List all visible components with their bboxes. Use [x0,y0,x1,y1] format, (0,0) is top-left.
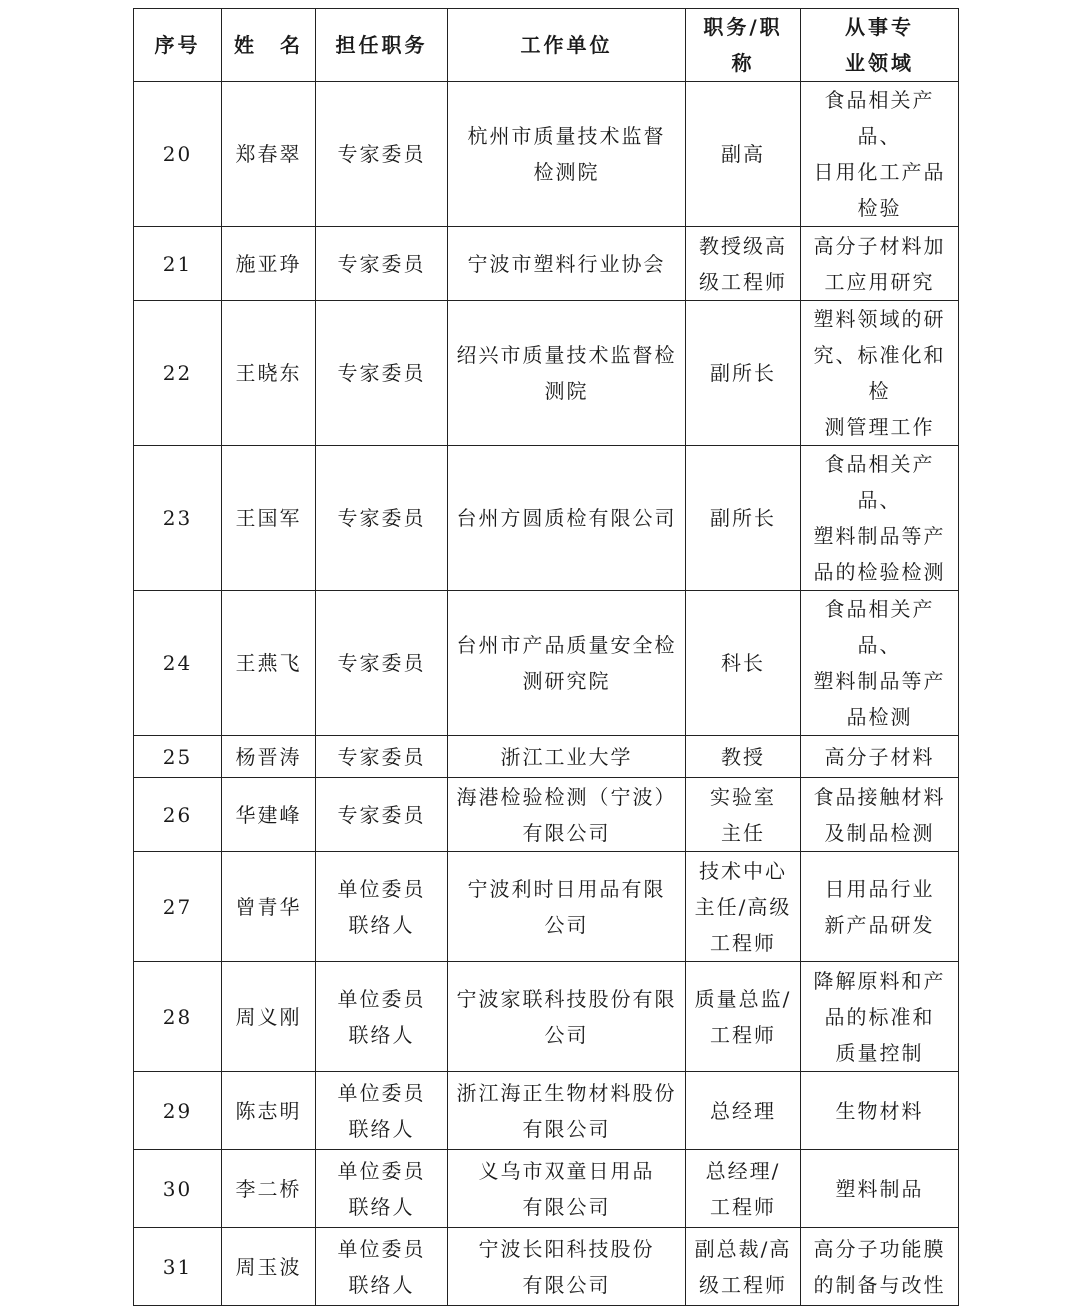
cell-title: 教授 [686,736,801,778]
table-row [134,736,959,778]
cell-title: 质量总监/ 工程师 [686,962,801,1072]
cell-name: 郑春翠 [222,82,316,227]
cell-name: 王国军 [222,446,316,591]
cell-field: 食品相关产品、 日用化工产品 检验 [801,82,959,227]
cell-no: 27 [134,852,222,962]
cell-org: 浙江海正生物材料股份 有限公司 [448,1072,686,1150]
cell-field: 日用品行业 新产品研发 [801,852,959,962]
cell-field: 食品接触材料 及制品检测 [801,778,959,852]
cell-title: 副总裁/高 级工程师 [686,1228,801,1306]
cell-no: 25 [134,736,222,778]
cell-title: 总经理/ 工程师 [686,1150,801,1228]
cell-field: 高分子功能膜 的制备与改性 [801,1228,959,1306]
table-row [134,1072,959,1150]
cell-name: 王晓东 [222,301,316,446]
cell-field: 塑料制品 [801,1150,959,1228]
cell-name: 华建峰 [222,778,316,852]
cell-name: 李二桥 [222,1150,316,1228]
table-row [134,591,959,736]
cell-org: 宁波市塑料行业协会 [448,227,686,301]
cell-field: 塑料领域的研 究、标准化和检 测管理工作 [801,301,959,446]
table-row [134,962,959,1072]
table-row [134,852,959,962]
cell-no: 24 [134,591,222,736]
cell-org: 浙江工业大学 [448,736,686,778]
cell-name: 周玉波 [222,1228,316,1306]
committee-member-table [133,8,959,1306]
cell-role: 单位委员 联络人 [316,962,448,1072]
cell-role: 单位委员 联络人 [316,1150,448,1228]
header-no: 序号 [134,9,222,82]
cell-no: 31 [134,1228,222,1306]
cell-role: 单位委员 联络人 [316,852,448,962]
cell-no: 22 [134,301,222,446]
cell-no: 26 [134,778,222,852]
table-row [134,227,959,301]
cell-org: 宁波家联科技股份有限 公司 [448,962,686,1072]
cell-role: 专家委员 [316,591,448,736]
cell-org: 台州市产品质量安全检 测研究院 [448,591,686,736]
table-header-row [134,9,959,82]
cell-title: 科长 [686,591,801,736]
cell-name: 陈志明 [222,1072,316,1150]
cell-org: 义乌市双童日用品 有限公司 [448,1150,686,1228]
table-row [134,301,959,446]
cell-title: 副所长 [686,446,801,591]
header-name: 姓 名 [222,9,316,82]
cell-field: 食品相关产品、 塑料制品等产 品检测 [801,591,959,736]
cell-field: 降解原料和产 品的标准和 质量控制 [801,962,959,1072]
cell-title: 教授级高 级工程师 [686,227,801,301]
cell-no: 20 [134,82,222,227]
header-role: 担任职务 [316,9,448,82]
cell-no: 30 [134,1150,222,1228]
cell-name: 施亚琤 [222,227,316,301]
cell-org: 台州方圆质检有限公司 [448,446,686,591]
cell-role: 单位委员 联络人 [316,1072,448,1150]
cell-role: 专家委员 [316,301,448,446]
cell-title: 总经理 [686,1072,801,1150]
table-row [134,1228,959,1306]
cell-org: 宁波利时日用品有限 公司 [448,852,686,962]
cell-org: 杭州市质量技术监督 检测院 [448,82,686,227]
table-row [134,82,959,227]
cell-role: 专家委员 [316,82,448,227]
cell-no: 29 [134,1072,222,1150]
cell-org: 宁波长阳科技股份 有限公司 [448,1228,686,1306]
table-row [134,778,959,852]
cell-title: 副所长 [686,301,801,446]
cell-name: 曾青华 [222,852,316,962]
cell-role: 专家委员 [316,736,448,778]
cell-name: 王燕飞 [222,591,316,736]
cell-name: 周义刚 [222,962,316,1072]
cell-name: 杨晋涛 [222,736,316,778]
cell-role: 单位委员 联络人 [316,1228,448,1306]
cell-role: 专家委员 [316,778,448,852]
table-row [134,446,959,591]
table-row [134,1150,959,1228]
header-title: 职务/职称 [686,9,801,82]
cell-field: 食品相关产品、 塑料制品等产 品的检验检测 [801,446,959,591]
cell-role: 专家委员 [316,446,448,591]
cell-org: 海港检验检测（宁波） 有限公司 [448,778,686,852]
cell-org: 绍兴市质量技术监督检 测院 [448,301,686,446]
table-body [134,82,959,1306]
cell-title: 技术中心 主任/高级 工程师 [686,852,801,962]
cell-no: 23 [134,446,222,591]
cell-no: 21 [134,227,222,301]
cell-title: 副高 [686,82,801,227]
cell-field: 高分子材料 [801,736,959,778]
header-field: 从事专 业领域 [801,9,959,82]
cell-field: 生物材料 [801,1072,959,1150]
header-org: 工作单位 [448,9,686,82]
cell-no: 28 [134,962,222,1072]
cell-field: 高分子材料加 工应用研究 [801,227,959,301]
cell-title: 实验室 主任 [686,778,801,852]
cell-role: 专家委员 [316,227,448,301]
